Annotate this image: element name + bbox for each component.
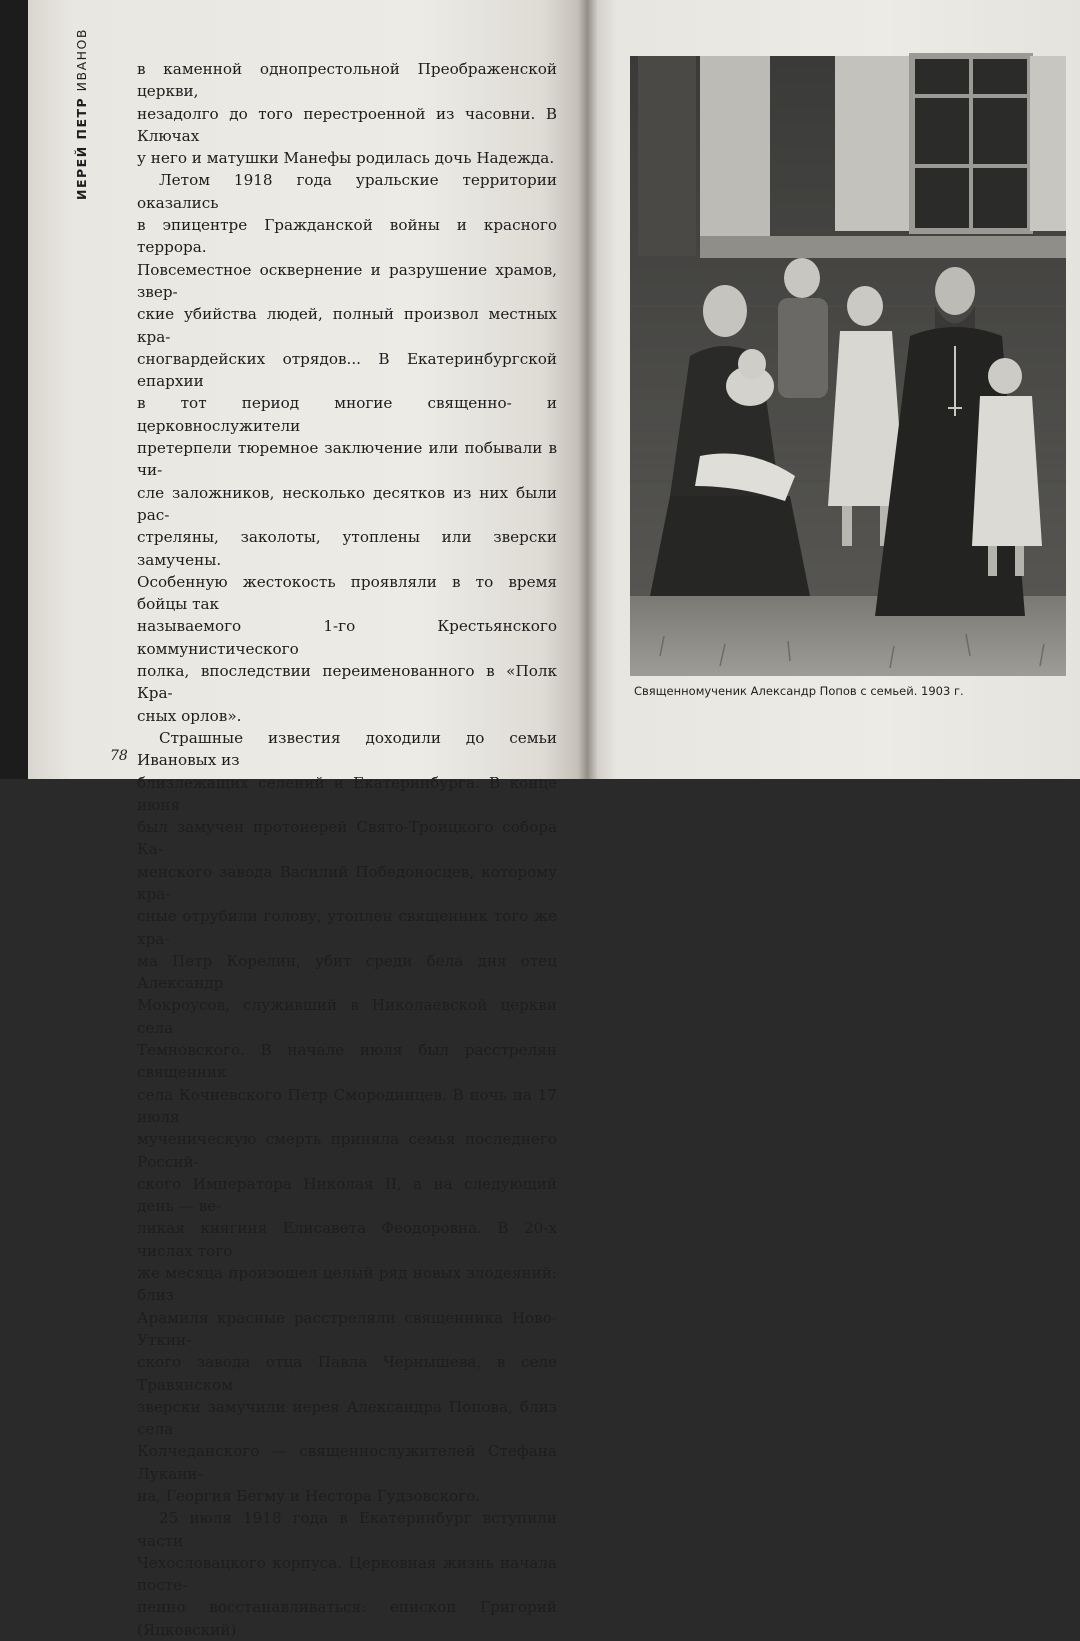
family-photo-illustration: [630, 56, 1066, 676]
text-line: же месяца произошел целый ряд новых злодеяний: близ: [137, 1264, 557, 1305]
page-number: 78: [110, 748, 128, 764]
text-line: мученическую смерть приняла семья последнего Россий-: [137, 1130, 557, 1171]
text-line: претерпели тюремное заключение или побывали в чи-: [137, 439, 557, 480]
text-line: ского Императора Николая II, а на следующий день — ве-: [137, 1174, 557, 1216]
text-line: ликая княгиня Елисавета Феодоровна. В 20-х числах того: [137, 1219, 557, 1260]
text-line: села Кочневского Петр Смородинцев. В ночь на 17 июля: [137, 1085, 557, 1126]
text-line: сле заложников, несколько десятков из них были рас-: [137, 483, 557, 524]
book-gutter: [578, 0, 598, 779]
running-head-rest: ИВАНОВ: [74, 28, 89, 97]
text-line: ского завода отца Павла Чернышева, в селе Травянском: [137, 1353, 557, 1394]
text-line: в тот период многие священно- и церковнослужители: [137, 394, 557, 435]
text-line: Колчеданского — священнослужителей Стефана Лукани-: [137, 1442, 557, 1483]
text-line: ские убийства людей, полный произвол местных кра-: [137, 305, 557, 346]
text-line: зверски замучили иерея Александра Попова, близ села: [137, 1397, 557, 1439]
text-line: в каменной однопрестольной Преображенской церкви,: [137, 60, 557, 101]
text-line: сногвардейских отрядов... В Екатеринбургской епархии: [137, 349, 557, 391]
text-line: называемого 1-го Крестьянского коммунистического: [137, 617, 557, 658]
text-line: Летом 1918 года уральские территории оказались: [137, 171, 557, 212]
text-line: Особенную жестокость проявляли в то время бойцы так: [137, 572, 557, 614]
text-line: 25 июля 1918 года в Екатеринбург вступили части: [137, 1509, 557, 1550]
text-line: пенно восстанавливаться: епископ Григорий (Яцковский): [137, 1598, 557, 1639]
text-line: ма Петр Корелин, убит среди бела дня отец Александр: [137, 951, 557, 993]
text-line: Чехословацкого корпуса. Церковная жизнь начала посте-: [137, 1553, 557, 1595]
running-head: [74, 28, 89, 200]
text-line: в эпицентре Гражданской войны и красного террора.: [137, 216, 557, 257]
text-line: Мокроусов, служивший в Николаевской церкви села: [137, 996, 557, 1037]
text-line: на, Георгия Бегму и Нестора Гудзовского.: [137, 1487, 481, 1505]
family-photo: [630, 56, 1066, 676]
text-line: стреляны, заколоты, утоплены или зверски замучены.: [137, 528, 557, 569]
text-line: незадолго до того перестроенной из часовни. В Ключах: [137, 104, 557, 145]
text-line: Страшные известия доходили до семьи Ивановых из: [137, 728, 557, 770]
body-text: [137, 58, 557, 1641]
text-line: Повсеместное осквернение и разрушение храмов, звер-: [137, 260, 557, 301]
text-line: сные отрубили голову, утоплен священник того же хра-: [137, 907, 557, 948]
running-head-bold: ИЕРЕЙ ПЕТР: [74, 96, 89, 200]
text-line: полка, впоследствии переименованного в «Полк Кра-: [137, 662, 557, 703]
text-line: менского завода Василий Победоносцев, которому кра-: [137, 862, 557, 903]
text-line: Арамиля красные расстреляли священника Ново-Уткин-: [137, 1308, 557, 1349]
photo-caption: Священномученик Александр Попов с семьей. 1903 г.: [634, 684, 964, 698]
text-line: сных орлов».: [137, 706, 242, 725]
text-line: у него и матушки Манефы родилась дочь Надежда.: [137, 149, 555, 168]
text-line: близлежащих селений и Екатеринбурга. В конце июня: [137, 773, 557, 814]
text-line: был замучен протоиерей Свято-Троицкого собора Ка-: [137, 818, 557, 859]
text-line: Темновского. В начале июля был расстрелян священник: [137, 1041, 557, 1082]
